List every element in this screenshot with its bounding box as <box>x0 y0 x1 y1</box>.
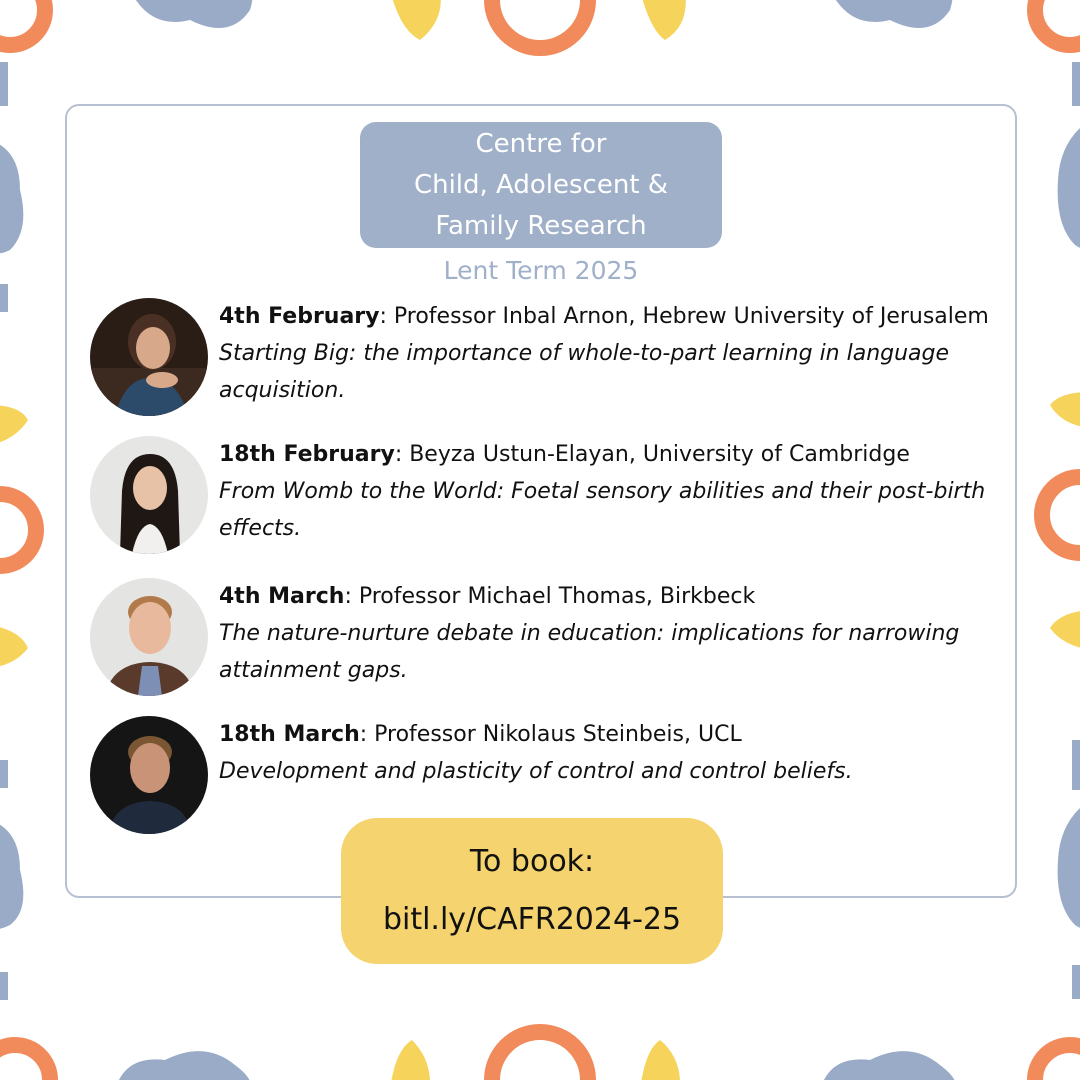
event-date: 18th March <box>219 722 360 747</box>
speaker-photo <box>90 578 208 696</box>
event-separator: : <box>359 722 375 747</box>
centre-title-line-1: Centre for <box>475 128 607 159</box>
event-date: 18th February <box>219 442 395 467</box>
event-speaker: Professor Nikolaus Steinbeis, UCL <box>374 722 742 747</box>
event-talk-title: Development and plasticity of control and control beliefs. <box>219 759 853 784</box>
event-speaker: Professor Michael Thomas, Birkbeck <box>358 584 756 609</box>
event-talk-title: The nature-nurture debate in education: implications for narrowing attainment gaps. <box>219 621 960 683</box>
event-speaker: Professor Inbal Arnon, Hebrew University of Jerusalem <box>393 304 989 329</box>
event-separator: : <box>394 442 410 467</box>
speaker-photo <box>90 436 208 554</box>
event-separator: : <box>379 304 394 329</box>
term-subtitle: Lent Term 2025 <box>443 256 639 285</box>
event-talk-title: Starting Big: the importance of whole-to-part learning in language acquisition. <box>219 341 950 403</box>
centre-title-line-3: Family Research <box>435 210 647 241</box>
event-separator: : <box>344 584 359 609</box>
booking-box <box>341 818 723 964</box>
speaker-photo <box>90 716 208 834</box>
event-speaker: Beyza Ustun-Elayan, University of Cambridge <box>409 442 910 467</box>
speaker-photo <box>90 298 208 416</box>
centre-title-box <box>360 122 722 248</box>
event-date: 4th March <box>219 584 345 609</box>
booking-link[interactable]: bitl.ly/CAFR2024-25 <box>382 902 682 937</box>
event-date: 4th February <box>219 304 380 329</box>
event-talk-title: From Womb to the World: Foetal sensory abilities and their post-birth effects. <box>219 479 986 541</box>
booking-label: To book: <box>469 844 595 879</box>
centre-title-line-2: Child, Adolescent & <box>413 169 669 200</box>
